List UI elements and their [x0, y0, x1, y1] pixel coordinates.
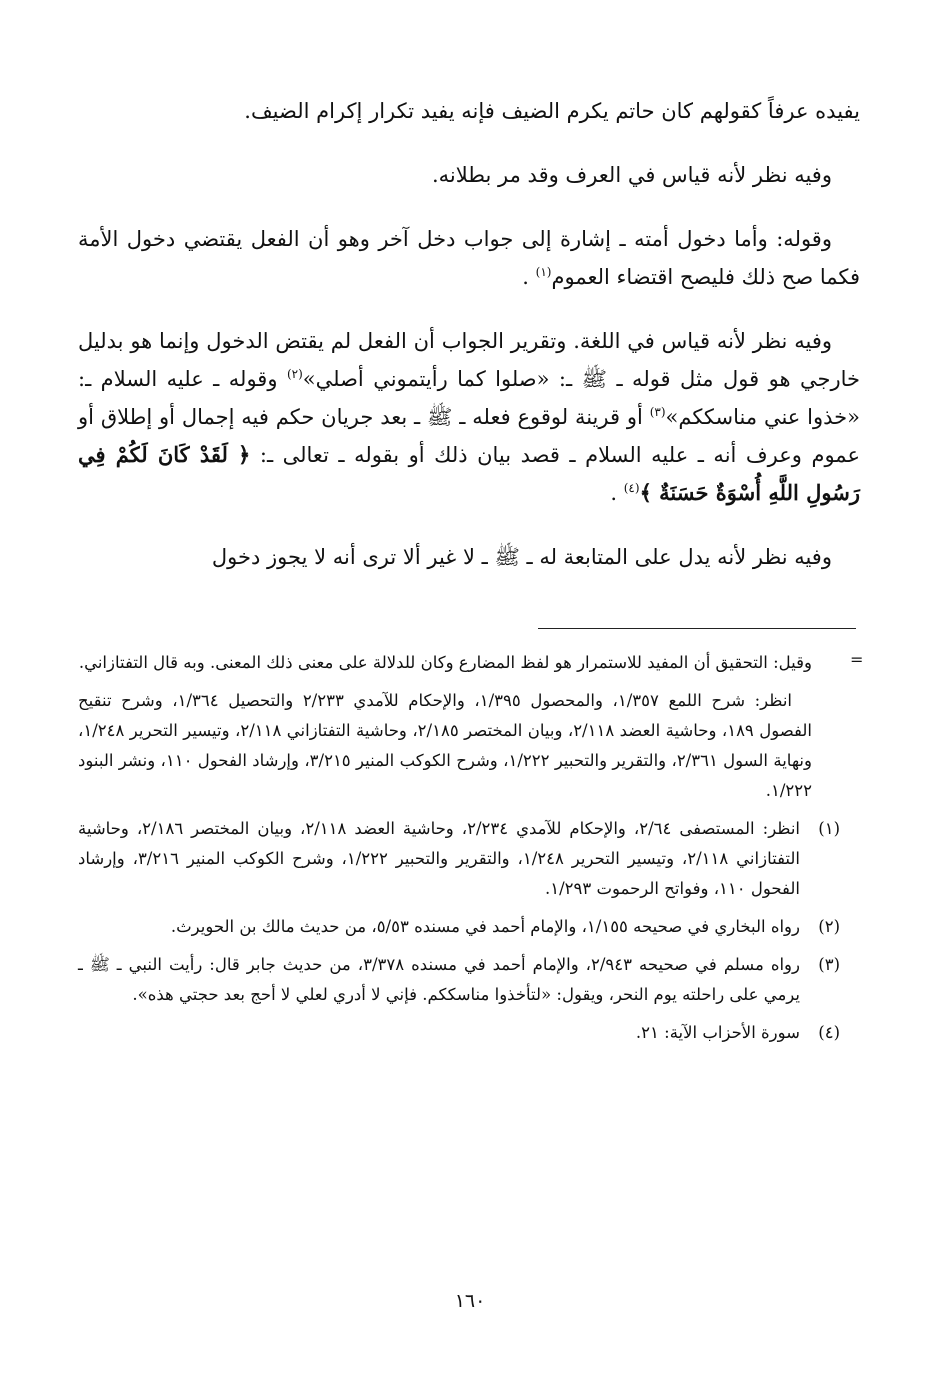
footnote-2 [78, 912, 840, 942]
footnotes [78, 648, 840, 1056]
footnote-ref-2: (٢) [286, 367, 303, 381]
footnote-continuation-mark: = [850, 650, 864, 669]
footnote-number: (١) [818, 819, 840, 838]
footnote-1 [78, 814, 840, 904]
footnote-number: (٤) [818, 1023, 840, 1042]
paragraph-3 [78, 220, 860, 296]
footnote-ref-4: (٤) [623, 481, 640, 495]
footnote-text: انظر: المستصفى ٢/٦٤، والإحكام للآمدي ٢/٢٣٤، وحاشية العضد ٢/١١٨، وبيان المختصر ٢/١٨٦، وحاشية التفتازاني ٢/١١٨، وتيسير التحرير ١/٢٤٨، والتقرير والتحبير ١/٢٢٢، وشرح الكوكب المنير ٣/٢١٦، وإرشاد الفحول ١١٠، وفواتح الرحموت ١/٢٩٣. [78, 819, 801, 898]
paragraph-4 [78, 322, 860, 512]
footnote-continuation-2: انظر: شرح اللمع ١/٣٥٧، والمحصول ١/٣٩٥، والإحكام للآمدي ٢/٢٣٣ والتحصيل ١/٣٦٤، وشرح تنقيح الفصول ١٨٩، وحاشية العضد ٢/١١٨، وبيان المختصر ٢/١٨٥، وحاشية التفتازاني ٢/١١٨، وتيسير التحرير ١/٢٤٨، ونهاية السول ٢/٣٦١، والتقرير والتحبير ١/٢٢٢، وشرح الكوكب المنير ٣/٢١٥، وإرشاد الفحول ١١٠، ونشر البنود ١/٢٢٢. [78, 691, 813, 800]
footnote-ref-1: (١) [535, 265, 552, 279]
main-text [78, 92, 860, 602]
paragraph-4-part-c: أو قرينة لوقوع فعله ـ ﷺ ـ بعد جريان حكم فيه إجمال أو إطلاق أو عموم وعرف أنه ـ عليه السلام ـ قصد بيان ذلك أو بقوله ـ تعالى ـ: [78, 405, 860, 467]
page-number: ١٦٠ [454, 1290, 486, 1312]
footnote-ref-3: (٣) [649, 405, 666, 419]
paragraph-4-part-a: وفيه نظر لأنه قياس في اللغة. وتقرير الجواب أن الفعل لم يقتض الدخول وإنما هو بدليل خارجي هو قول مثل قوله ـ ﷺ ـ: «صلوا كما رأيتموني أصلي» [78, 329, 860, 391]
footnote-number: (٣) [818, 955, 840, 974]
footnote-continuation [78, 648, 840, 806]
footnote-4 [78, 1018, 840, 1048]
footnote-3 [78, 950, 840, 1010]
paragraph-4-end: . [610, 481, 618, 505]
footnote-text: رواه البخاري في صحيحه ١/١٥٥، والإمام أحمد في مسنده ٥/٥٣، من حديث مالك بن الحويرث. [170, 917, 800, 936]
paragraph-1: يفيده عرفاً كقولهم كان حاتم يكرم الضيف فإنه يفيد تكرار إكرام الضيف. [244, 99, 860, 123]
paragraph-4-part-b: وقوله ـ عليه السلام ـ: «خذوا عني مناسككم» [78, 367, 860, 429]
paragraph-2: وفيه نظر لأنه قياس في العرف وقد مر بطلانه. [431, 163, 832, 187]
footnote-number: (٢) [818, 917, 840, 936]
footnote-text: رواه مسلم في صحيحه ٢/٩٤٣، والإمام أحمد في مسنده ٣/٣٧٨، من حديث جابر قال: رأيت النبي ـ ﷺ ـ يرمي على راحلته يوم النحر، ويقول: «لتأخذوا مناسككم. فإني لا أدري لعلي لا أحج بعد حجتي هذه». [78, 955, 800, 1004]
paragraph-3-end: . [522, 265, 529, 289]
footnote-divider [538, 628, 856, 629]
footnote-continuation-1: وقيل: التحقيق أن المفيد للاستمرار هو لفظ المضارع وكان للدلالة على معنى ذلك المعنى. وبه قال التفتازاني. [78, 653, 812, 672]
footnote-text: سورة الأحزاب الآية: ٢١. [635, 1023, 800, 1042]
paragraph-5: وفيه نظر لأنه يدل على المتابعة له ـ ﷺ ـ لا غير ألا ترى أنه لا يجوز دخول [211, 545, 832, 569]
paragraph-3-text: وقوله: وأما دخول أمته ـ إشارة إلى جواب دخل آخر وهو أن الفعل يقتضي دخول الأمة فكما صح ذلك فليصح اقتضاء العموم [78, 227, 860, 289]
quran-verse: ﴿ لَقَدْ كَانَ لَكُمْ فِي رَسُولِ اللَّهِ أُسْوَةٌ حَسَنَةٌ ﴾ [78, 442, 860, 505]
